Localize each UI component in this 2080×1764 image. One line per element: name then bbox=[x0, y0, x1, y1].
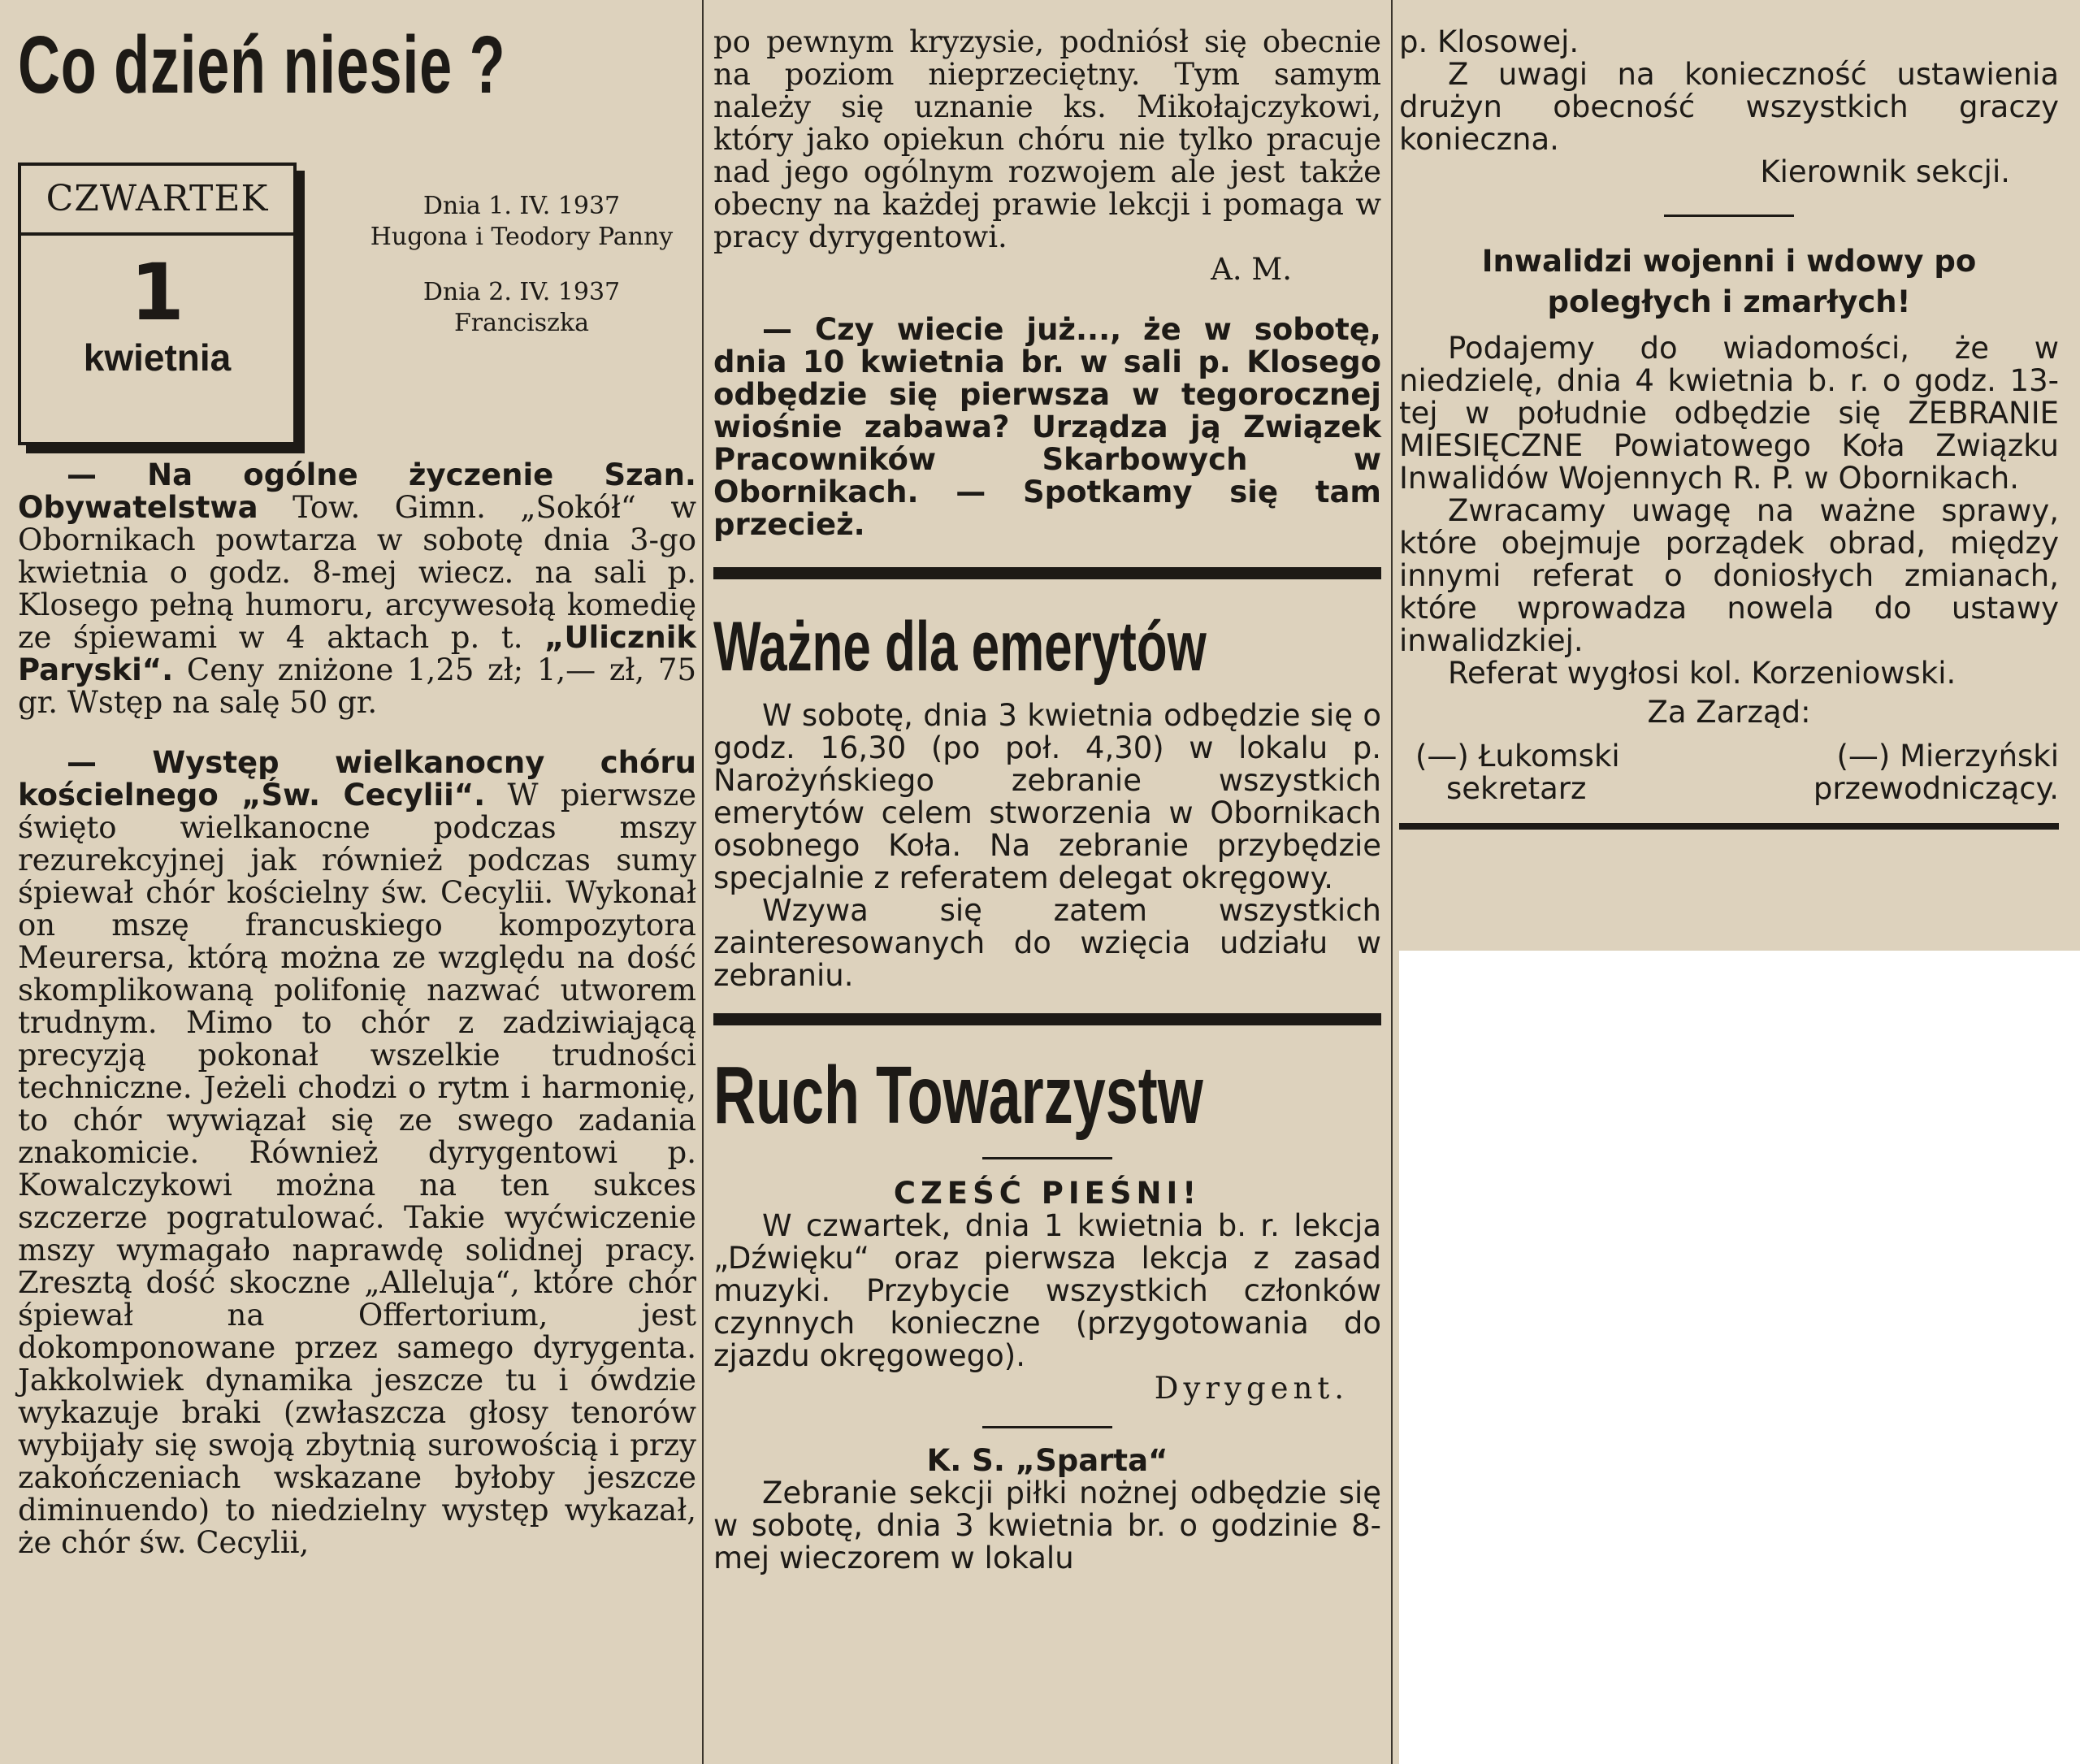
article-lead: — Czy wiecie już..., bbox=[762, 312, 1122, 347]
article-zabawa bbox=[713, 314, 1381, 541]
column-divider bbox=[1391, 0, 1393, 1764]
article-signature: Kierownik sekcji. bbox=[1760, 154, 2010, 189]
article-lead: — Na ogólne życzenie Szan. Obywatelstwa bbox=[18, 457, 696, 525]
section-rule bbox=[713, 1013, 1381, 1025]
section-rule bbox=[1399, 823, 2059, 830]
calendar-number: 1 bbox=[130, 247, 184, 338]
article-sokol bbox=[18, 459, 696, 719]
article-body: Z uwagi na konieczność ustawienia drużyn obecność wszystkich graczy konieczna. bbox=[1399, 57, 2059, 157]
date-line: Dnia 1. IV. 1937 bbox=[422, 192, 621, 220]
signature-role: sekretarz bbox=[1446, 771, 1587, 806]
article-body: W czwartek, dnia 1 kwietnia b. r. lekcja „Dźwięku“ oraz pierwsza lekcja z zasad muzyki. Przybycie wszystkich członków czynnych konieczne (przygotowania do zjazdu okręgowego). bbox=[713, 1208, 1381, 1373]
calendar-month: kwietnia bbox=[83, 336, 232, 379]
article-cecylia bbox=[18, 747, 696, 1559]
name-days bbox=[335, 191, 708, 339]
article-body: Zebranie sekcji piłki nożnej odbędzie się w sobotę, dnia 3 kwietnia br. o godzinie 8-mej wieczorem w lokalu bbox=[713, 1476, 1381, 1575]
signature-role: przewodniczący. bbox=[1813, 771, 2059, 806]
page-title: Co dzień niesie ? bbox=[18, 20, 506, 111]
article-body: Podajemy do wiadomości, że w niedzielę, dnia 4 kwietnia b. r. o godz. 13-tej w południe odbędzie się ZEBRANIE MIESIĘCZNE Powiatowego Koła Związku Inwalidów Wojennych R. P. w Obornikach. bbox=[1399, 331, 2059, 496]
article-body: Wzywa się zatem wszystkich zainteresowanych do wzięcia udziału w zebraniu. bbox=[713, 893, 1381, 993]
article-body: Tow. Gimn. „Sokół“ w Obornikach powtarza w sobotę dnia 3-go kwietnia o godz. 8-mej wiecz. na sali p. Klosego pełną humoru, arcywesołą komedię ze śpiewami w 4 aktach p. t. bbox=[18, 490, 697, 655]
signatures bbox=[1399, 740, 2059, 805]
calendar-day: CZWARTEK bbox=[21, 166, 293, 236]
article-lead: — Występ wielkanocny chóru kościelnego „Św. Cecylii“. bbox=[18, 745, 696, 813]
play-title: „Ulicznik Paryski“. bbox=[18, 620, 696, 687]
nameday-line: Franciszka bbox=[453, 309, 590, 337]
subsection-title: CZEŚĆ PIEŚNI! bbox=[893, 1176, 1202, 1211]
signature-heading: Za Zarząd: bbox=[1647, 695, 1811, 730]
article-signature: A. M. bbox=[1211, 252, 1292, 287]
article-signature: Dyrygent. bbox=[1154, 1371, 1349, 1406]
date-line: Dnia 2. IV. 1937 bbox=[422, 278, 621, 306]
section-title-inwalidzi: Inwalidzi wojenni i wdowy po poległych i zmarłych! bbox=[1481, 244, 1977, 319]
article-body: W sobotę, dnia 3 kwietnia odbędzie się o godz. 16,30 (po poł. 4,30) w lokalu p. Narożyńskiego zebranie wszystkich emerytów celem stworzenia w Obornikach osobnego Koła. Na zebranie przybędzie specjalnie z referatem delegat okręgowy. bbox=[713, 698, 1381, 895]
nameday-line: Hugona i Teodory Panny bbox=[370, 223, 674, 251]
article-continuation: po pewnym kryzysie, podniósł się obecnie na poziom nieprzeciętny. Tym samym należy się uznanie ks. Mikołajczykowi, który jako opiekun chóru nie tylko pracuje nad jego ogólnym rozwojem ale jest także obecny na każdej prawie lekcji i pomaga w pracy dyrygentowi. bbox=[713, 24, 1381, 254]
article-body: że w sobotę, dnia 10 kwietnia br. w sali p. Klosego odbędzie się pierwsza w tegorocznej wiośnie zabawa? Urządza ją Związek Pracowników Skarbowych w Obornikach. — Spotkamy się tam przecież. bbox=[713, 312, 1381, 542]
article-body: W pierwsze święto wielkanocne podczas mszy rezurekcyjnej jak również podczas sumy śpiewał chór kościelny św. Cecylii. Wykonał on mszę francuskiego kompozytora Meurersa, którą można ze względu na dość skomplikowaną polifonię nazwać utworem trudnym. Mimo to chór z zadziwiającą precyzją pokonał wszelkie trudności techniczne. Jeżeli chodzi o rytm i harmonię, to chór wywiązał się ze swego zadania znakomicie. Również dyrygentowi p. Kowalczykowi można na ten sukces szczerze pogratulować. Takie wyćwiczenie mszy wymagało naprawdę solidnej pracy. Zresztą dość skoczne „Alleluja“, które chór śpiewał na Offertorium, jest dokomponowane przez samego dyrygenta. Jakkolwiek dynamika jeszcze tu i ówdzie wykazuje braki (zwłaszcza głosy tenorów wybijały się swoją zbytnią surowością i przy zakończeniach wskazane byłoby jeszcze diminuendo) to niedzielny występ wykazał, że chór św. Cecylii, bbox=[18, 778, 696, 1560]
section-title-emeryci: Ważne dla emerytów bbox=[713, 608, 1207, 686]
section-title-ruch: Ruch Towarzystw bbox=[713, 1050, 1203, 1141]
section-rule bbox=[713, 567, 1381, 579]
article-body: Zwracamy uwagę na ważne sprawy, które obejmuje porządek obrad, między innymi referat o doniosłych zmianach, które wprowadza nowela do ustawy inwalidzkiej. bbox=[1399, 493, 2059, 658]
article-body: Referat wygłosi kol. Korzeniowski. bbox=[1448, 656, 1956, 691]
signature-name: (—) Łukomski bbox=[1415, 739, 1620, 774]
signature-name: (—) Mierzyński bbox=[1836, 739, 2059, 774]
calendar-box bbox=[18, 163, 297, 445]
subsection-title: K. S. „Sparta“ bbox=[926, 1443, 1168, 1478]
article-body: Ceny zniżone 1,25 zł; 1,— zł, 75 gr. Wstęp na salę 50 gr. bbox=[18, 652, 696, 720]
article-continuation: p. Klosowej. bbox=[1399, 24, 1580, 59]
